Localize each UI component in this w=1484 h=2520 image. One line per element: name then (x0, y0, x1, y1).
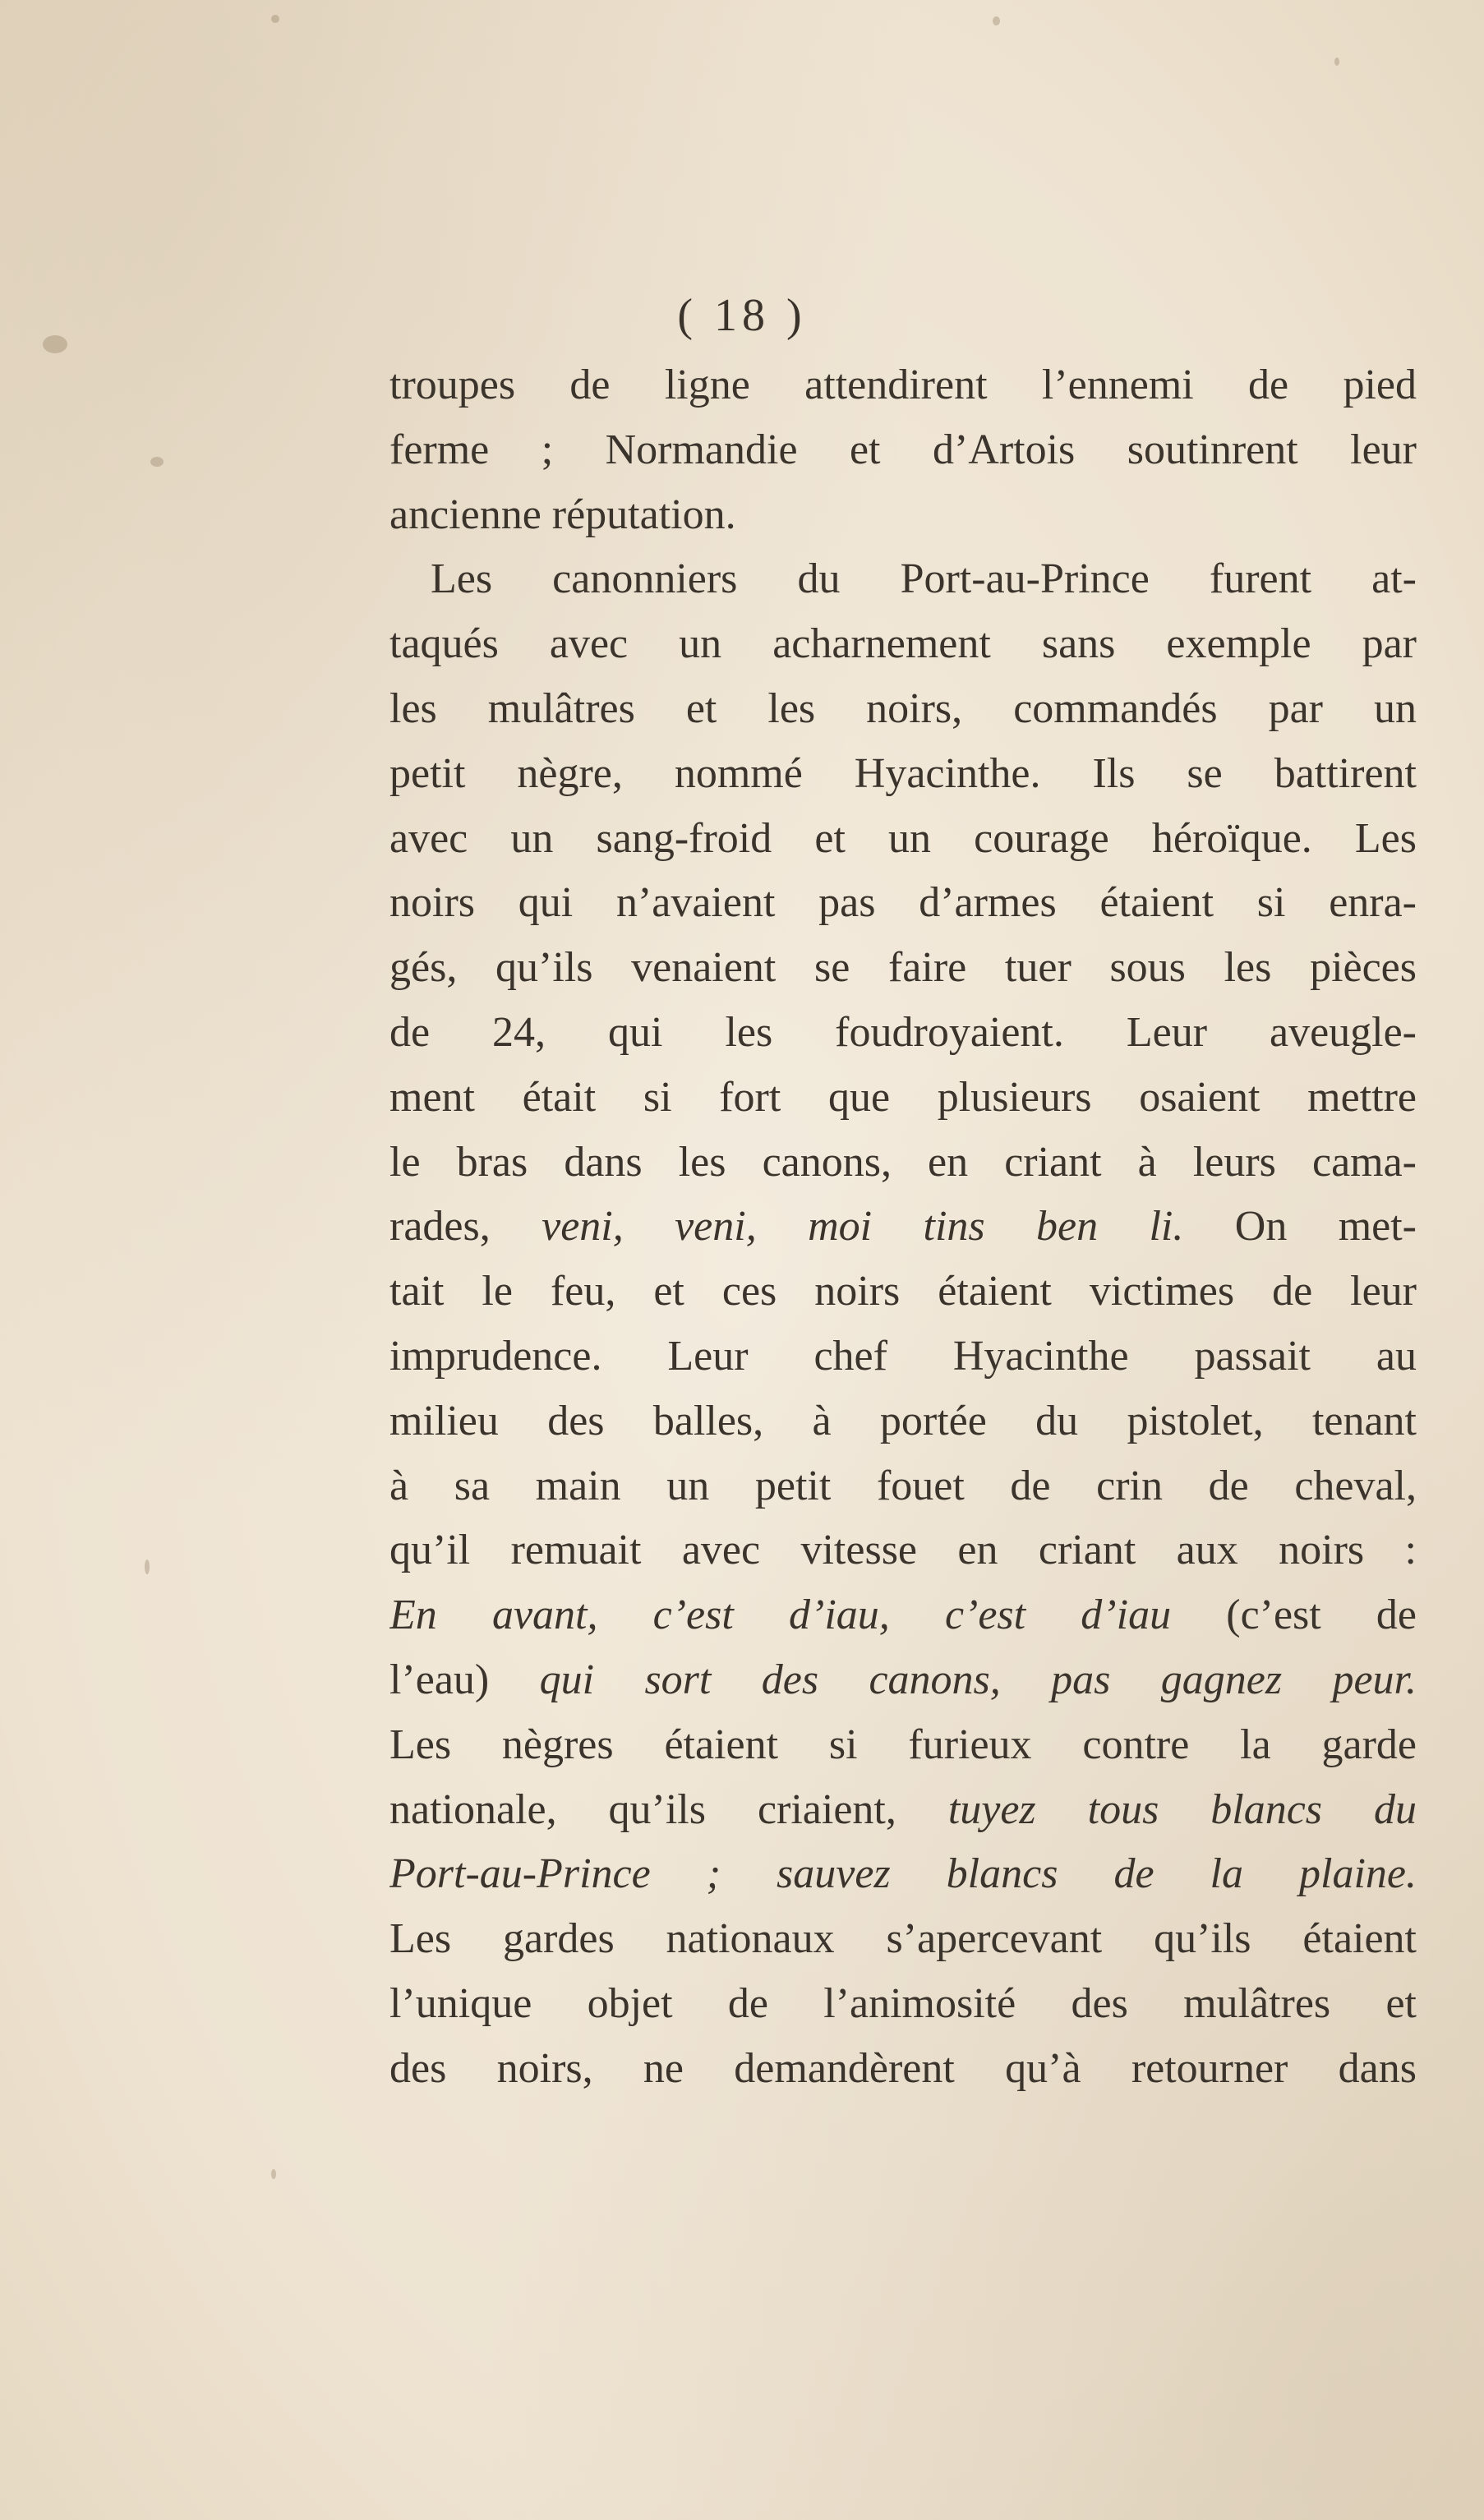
text-line: noirs qui n’avaient pas d’armes étaient si enra- (389, 879, 1417, 927)
text-line (389, 1648, 1417, 1713)
text-line: avec un sang-froid et un courage héroïque. Les (389, 814, 1417, 862)
text-line: milieu des balles, à portée du pistolet, tenant (389, 1397, 1417, 1444)
text-line: tait le feu, et ces noirs étaient victimes de leur (389, 1268, 1417, 1315)
italic-run: veni, veni, moi tins ben li. (542, 1203, 1184, 1251)
text-run: rades, (389, 1203, 542, 1251)
paper-stain (993, 16, 1000, 25)
text-line: ancienne réputation. (389, 491, 736, 538)
text-line (389, 1842, 1417, 1907)
text-line: Les canonniers du Port-au-Prince furent at- (431, 555, 1417, 603)
text-line: à sa main un petit fouet de crin de cheval, (389, 1462, 1417, 1509)
paper-stain (271, 15, 279, 23)
text-line: troupes de ligne attendirent l’ennemi de pied (389, 362, 1417, 408)
italic-run: En avant, c’est d’iau, c’est d’iau (389, 1592, 1172, 1639)
text-run: (c’est de (1171, 1592, 1417, 1639)
paper-stain (145, 1559, 150, 1574)
text-run: l’eau) (389, 1656, 540, 1703)
paper-stain (150, 457, 164, 467)
text-line: ferme ; Normandie et d’Artois soutinrent leur (389, 426, 1417, 473)
text-run: Les nègres étaient si furieux contre la garde (389, 1721, 1417, 1768)
text-line: l’unique objet de l’animosité des mulâtres et (389, 1979, 1417, 2027)
text-line: petit nègre, nommé Hyacinthe. Ils se battirent (389, 749, 1417, 797)
text-line: le bras dans les canons, en criant à leurs cama- (389, 1138, 1417, 1186)
text-run: nationale, qu’ils criaient, (389, 1785, 948, 1833)
text-line: taqués avec un acharnement sans exemple par (389, 620, 1417, 668)
italic-run: tuyez tous blancs du (947, 1785, 1417, 1833)
italic-run: qui sort des canons, pas gagnez peur. (539, 1656, 1417, 1703)
text-line: de 24, qui les foudroyaient. Leur aveugle- (389, 1008, 1417, 1056)
text-line: Les gardes nationaux s’apercevant qu’ils étaient (389, 1915, 1417, 1963)
body-text (389, 353, 1417, 2102)
text-line: qu’il remuait avec vitesse en criant aux noirs : (389, 1527, 1417, 1574)
text-line: imprudence. Leur chef Hyacinthe passait au (389, 1332, 1417, 1380)
text-line: gés, qu’ils venaient se faire tuer sous les pièces (389, 944, 1417, 992)
paper-stain (271, 2169, 276, 2179)
text-line: ment était si fort que plusieurs osaient mettre (389, 1073, 1417, 1121)
italic-run: Port-au-Prince ; sauvez blancs de la plaine. (389, 1850, 1417, 1898)
text-line (389, 1713, 1417, 1778)
text-run: On met- (1183, 1203, 1417, 1251)
text-line: des noirs, ne demandèrent qu’à retourner dans (389, 2044, 1417, 2092)
page-number: ( 18 ) (677, 290, 807, 341)
paper-stain (1334, 58, 1339, 66)
text-line: les mulâtres et les noirs, commandés par un (389, 684, 1417, 732)
text-line (389, 1583, 1417, 1648)
text-line (389, 1778, 1417, 1843)
text-line (389, 1195, 1417, 1260)
